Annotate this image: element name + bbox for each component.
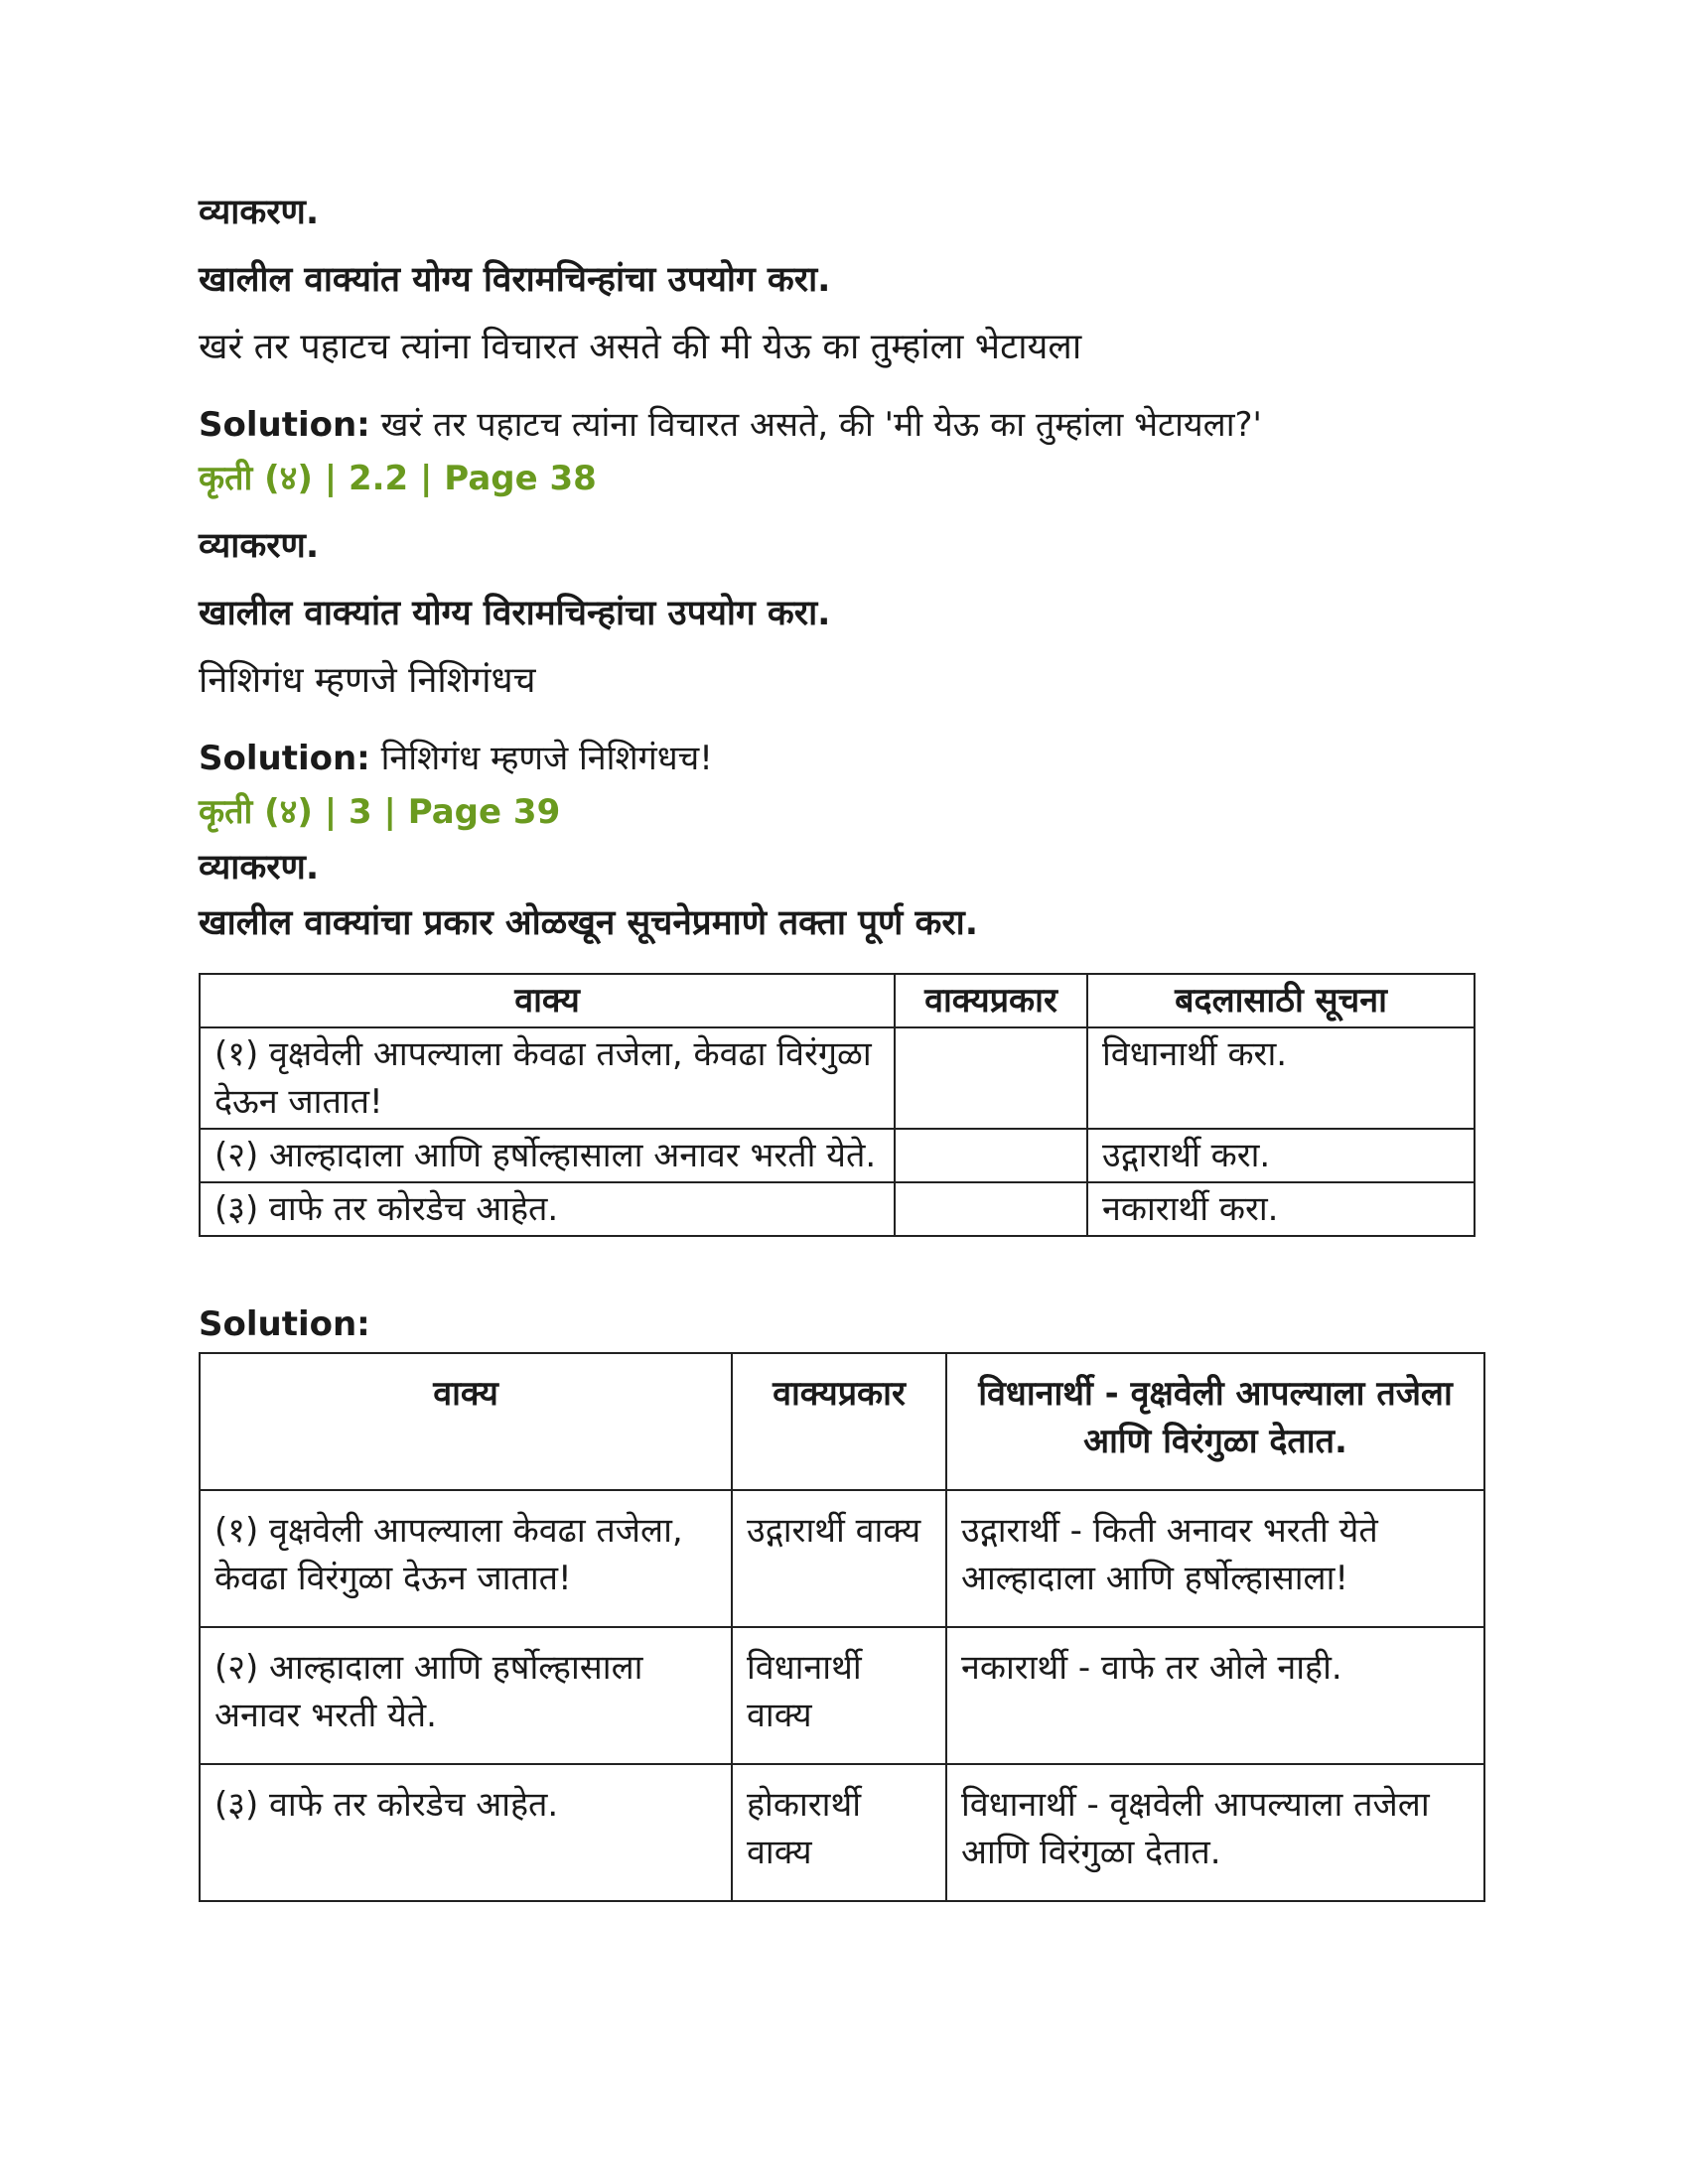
table-cell: (३) वाफे तर कोरडेच आहेत. [200, 1182, 895, 1236]
solution-text: निशिगंध म्हणजे निशिगंधच! [380, 739, 713, 778]
table-row [200, 1627, 1484, 1764]
table-cell: उद्गारार्थी - किती अनावर भरती येते आल्हादाला आणि हर्षोल्हासाला! [946, 1490, 1484, 1627]
table-header-row [200, 1353, 1484, 1490]
table-cell: उद्गारार्थी वाक्य [732, 1490, 946, 1627]
table-row [200, 1490, 1484, 1627]
solution-line [199, 401, 1262, 449]
table-cell [895, 1129, 1087, 1182]
table-cell: विधानार्थी करा. [1087, 1027, 1475, 1129]
table-row [200, 1764, 1484, 1901]
solution-line [199, 1300, 370, 1348]
table-cell: (१) वृक्षवेली आपल्याला केवढा तजेला, केवढा विरंगुळा देऊन जातात! [200, 1490, 732, 1627]
table-header-row [200, 974, 1475, 1027]
table-cell: (२) आल्हादाला आणि हर्षोल्हासाला अनावर भरती येते. [200, 1627, 732, 1764]
solution-label: Solution: [199, 1304, 370, 1344]
solution-label: Solution: [199, 739, 370, 778]
table-cell: (३) वाफे तर कोरडेच आहेत. [200, 1764, 732, 1901]
instruction: खालील वाक्यांचा प्रकार ओळखून सूचनेप्रमाणे तक्ता पूर्ण करा. [199, 903, 979, 943]
question-text: निशिगंध म्हणजे निशिगंधच [199, 660, 536, 701]
question-reference-link[interactable]: कृती (४) | 2.2 | Page 38 [199, 459, 597, 498]
solution-label: Solution: [199, 405, 370, 445]
table-row [200, 1182, 1475, 1236]
table-cell: विधानार्थी - वृक्षवेली आपल्याला तजेला आणि विरंगुळा देतात. [946, 1764, 1484, 1901]
table-row [200, 1129, 1475, 1182]
instruction: खालील वाक्यांत योग्य विरामचिन्हांचा उपयोग करा. [199, 594, 831, 633]
header-cell-sentence: वाक्य [200, 974, 895, 1027]
table-cell: विधानार्थी वाक्य [732, 1627, 946, 1764]
header-cell-sentence: वाक्य [200, 1353, 732, 1490]
question-table [199, 973, 1476, 1237]
header-cell-sentence-type: वाक्यप्रकार [732, 1353, 946, 1490]
table-cell: (२) आल्हादाला आणि हर्षोल्हासाला अनावर भरती येते. [200, 1129, 895, 1182]
table-cell: नकारार्थी - वाफे तर ओले नाही. [946, 1627, 1484, 1764]
header-cell-sentence-type: वाक्यप्रकार [895, 974, 1087, 1027]
table-cell: उद्गारार्थी करा. [1087, 1129, 1475, 1182]
solution-table [199, 1352, 1485, 1902]
table-row [200, 1027, 1475, 1129]
instruction: खालील वाक्यांत योग्य विरामचिन्हांचा उपयोग करा. [199, 260, 831, 300]
section-title: व्याकरण. [199, 193, 320, 232]
table-cell [895, 1027, 1087, 1129]
header-cell-answer: विधानार्थी - वृक्षवेली आपल्याला तजेला आणि विरंगुळा देतात. [946, 1353, 1484, 1490]
section-title: व्याकरण. [199, 526, 320, 566]
header-cell-change-instruction: बदलासाठी सूचना [1087, 974, 1475, 1027]
question-text: खरं तर पहाटच त्यांना विचारत असते की मी येऊ का तुम्हांला भेटायला [199, 327, 1082, 367]
section-title: व्याकरण. [199, 848, 320, 887]
solution-line [199, 735, 713, 782]
table-cell [895, 1182, 1087, 1236]
solution-text: खरं तर पहाटच त्यांना विचारत असते, की 'मी येऊ का तुम्हांला भेटायला?' [380, 405, 1262, 445]
question-reference-link[interactable]: कृती (४) | 3 | Page 39 [199, 792, 561, 832]
table-cell: होकारार्थी वाक्य [732, 1764, 946, 1901]
table-cell: नकारार्थी करा. [1087, 1182, 1475, 1236]
table-cell: (१) वृक्षवेली आपल्याला केवढा तजेला, केवढा विरंगुळा देऊन जातात! [200, 1027, 895, 1129]
